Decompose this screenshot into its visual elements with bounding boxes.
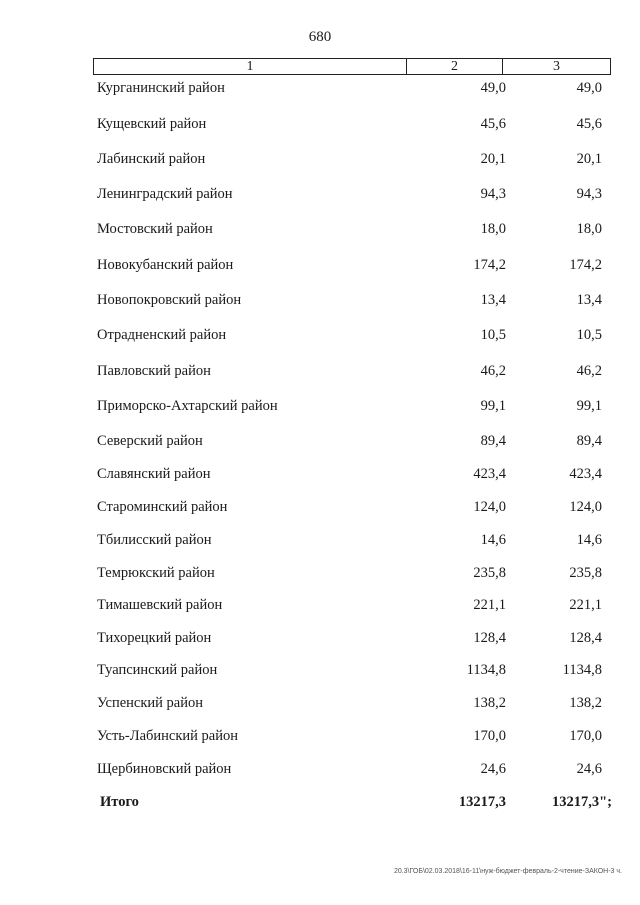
district-name: Ленинградский район [97, 186, 233, 202]
district-name: Новокубанский район [97, 257, 234, 273]
value-col-3: 124,0 [569, 499, 602, 515]
district-name: Успенский район [97, 695, 203, 711]
district-name: Отрадненский район [97, 327, 227, 343]
value-col-3: 99,1 [576, 398, 602, 414]
value-col-3: 18,0 [576, 221, 602, 237]
value-col-2: 24,6 [480, 761, 506, 777]
table-row [0, 395, 640, 417]
value-col-3: 128,4 [569, 630, 602, 646]
value-col-2: 49,0 [480, 80, 506, 96]
table-row [0, 360, 640, 382]
header-col-3: 3 [553, 59, 560, 74]
district-name: Темрюкский район [97, 565, 215, 581]
header-col-2: 2 [407, 59, 503, 74]
value-col-2: 89,4 [480, 433, 506, 449]
value-col-3: 235,8 [569, 565, 602, 581]
table-row [0, 725, 640, 747]
value-col-2: 13,4 [480, 292, 506, 308]
table-row [0, 562, 640, 584]
value-col-2: 1134,8 [466, 662, 506, 678]
table-row [0, 659, 640, 681]
value-col-2: 94,3 [480, 186, 506, 202]
table-header [93, 58, 611, 75]
value-col-3: 423,4 [569, 466, 602, 482]
value-col-3: 1134,8 [562, 662, 602, 678]
table-row [0, 692, 640, 714]
table-row [0, 148, 640, 170]
district-name: Староминский район [97, 499, 228, 515]
table-row [0, 324, 640, 346]
value-col-2: 221,1 [473, 597, 506, 613]
table-row [0, 183, 640, 205]
value-col-2: 423,4 [473, 466, 506, 482]
district-name: Тимашевский район [97, 597, 223, 613]
value-col-3: 174,2 [569, 257, 602, 273]
table-row [0, 113, 640, 135]
district-name: Щербиновский район [97, 761, 232, 777]
value-col-3: 24,6 [576, 761, 602, 777]
value-col-3: 13,4 [576, 292, 602, 308]
table-row [0, 218, 640, 240]
district-name: Кущевский район [97, 116, 207, 132]
total-row [0, 791, 640, 813]
value-col-2: 14,6 [480, 532, 506, 548]
district-name: Лабинский район [97, 151, 206, 167]
value-col-3: 89,4 [576, 433, 602, 449]
value-col-3: 138,2 [569, 695, 602, 711]
district-name: Новопокровский район [97, 292, 242, 308]
table-row [0, 594, 640, 616]
value-col-2: 138,2 [473, 695, 506, 711]
district-name: Приморско-Ахтарский район [97, 398, 278, 414]
table-row [0, 254, 640, 276]
district-name: Усть-Лабинский район [97, 728, 238, 744]
value-col-2: 128,4 [473, 630, 506, 646]
value-col-3: 46,2 [576, 363, 602, 379]
page-number: 680 [308, 29, 332, 45]
district-name: Курганинский район [97, 80, 225, 96]
footer-file-path: 20.3\ГОБ\02.03.2018\16-11\нуж-бюджет-февраль-2-чтение-ЗАКОН-3 ч. [393, 868, 622, 875]
district-name: Северский район [97, 433, 203, 449]
table-row [0, 463, 640, 485]
value-col-3: 49,0 [576, 80, 602, 96]
value-col-3: 45,6 [576, 116, 602, 132]
table-row [0, 627, 640, 649]
value-col-2: 124,0 [473, 499, 506, 515]
total-label: Итого [100, 794, 139, 810]
value-col-2: 46,2 [480, 363, 506, 379]
value-col-3: 14,6 [576, 532, 602, 548]
value-col-2: 235,8 [473, 565, 506, 581]
district-name: Мостовский район [97, 221, 213, 237]
table-row [0, 289, 640, 311]
district-name: Тбилисский район [97, 532, 212, 548]
value-col-3: 94,3 [576, 186, 602, 202]
district-name: Туапсинский район [97, 662, 218, 678]
value-col-2: 170,0 [473, 728, 506, 744]
table-row [0, 529, 640, 551]
total-col-3: 13217,3"; [551, 794, 612, 810]
value-col-3: 10,5 [576, 327, 602, 343]
value-col-2: 10,5 [480, 327, 506, 343]
value-col-2: 45,6 [480, 116, 506, 132]
district-name: Павловский район [97, 363, 211, 379]
value-col-3: 221,1 [569, 597, 602, 613]
value-col-2: 18,0 [480, 221, 506, 237]
header-col-1: 1 [94, 59, 407, 74]
table-row [0, 758, 640, 780]
value-col-3: 170,0 [569, 728, 602, 744]
value-col-2: 174,2 [473, 257, 506, 273]
total-col-2: 13217,3 [458, 794, 506, 810]
district-name: Тихорецкий район [97, 630, 212, 646]
value-col-2: 20,1 [480, 151, 506, 167]
table-row [0, 77, 640, 99]
table-row [0, 430, 640, 452]
district-name: Славянский район [97, 466, 211, 482]
value-col-3: 20,1 [576, 151, 602, 167]
table-row [0, 496, 640, 518]
value-col-2: 99,1 [480, 398, 506, 414]
